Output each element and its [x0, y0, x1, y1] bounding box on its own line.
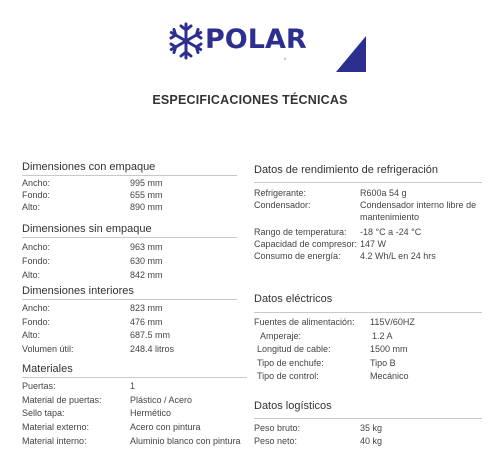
section-divider — [22, 237, 237, 238]
section-title: Materiales — [22, 363, 73, 375]
section-divider — [22, 299, 237, 300]
spec-row — [22, 268, 237, 282]
spec-label: Condensador: — [254, 200, 311, 210]
spec-value: 1 — [130, 381, 136, 391]
spec-value: Condensador interno libre de mantenimiento — [360, 200, 477, 222]
spec-label: Sello tapa: — [22, 408, 65, 419]
spec-row — [254, 187, 482, 199]
section-title: Datos eléctricos — [254, 293, 333, 305]
spec-row — [22, 240, 237, 254]
spec-value: 655 mm — [130, 190, 163, 200]
section-dimensiones-con-empaque — [22, 160, 237, 213]
spec-value: Plástico / Acero — [130, 394, 193, 405]
spec-row — [22, 435, 247, 449]
spec-value: 890 mm — [130, 202, 163, 212]
section-divider — [22, 377, 247, 378]
spec-label: Material interno: — [22, 435, 87, 446]
spec-label: Material de puertas: — [22, 394, 102, 405]
spec-value: 147 W — [360, 239, 387, 249]
spec-row — [22, 316, 237, 330]
section-title: Datos logísticos — [254, 400, 332, 412]
spec-value: 842 mm — [130, 270, 163, 280]
spec-value: Tipo B — [370, 357, 396, 368]
spec-label: Alto: — [22, 202, 41, 212]
spec-value: 1.2 A — [372, 330, 393, 341]
spec-label: Peso neto: — [254, 436, 298, 446]
spec-value: 1500 mm — [370, 344, 408, 354]
brand-name: POLAR — [205, 24, 307, 55]
spec-label: Tipo de control: — [257, 371, 319, 381]
spec-row — [22, 177, 237, 189]
section-divider — [254, 312, 482, 313]
spec-value: 476 mm — [130, 316, 163, 327]
section-datos-electricos — [254, 292, 482, 384]
section-materiales — [22, 362, 247, 449]
spec-value: 995 mm — [130, 178, 163, 188]
spec-row — [22, 254, 237, 268]
spec-value: Aluminio blanco con pintura — [130, 435, 241, 446]
snowflake-icon — [166, 21, 206, 61]
section-rendimiento-refrigeracion — [254, 163, 482, 262]
spec-row — [254, 226, 482, 238]
spec-row — [22, 329, 237, 343]
spec-value: Acero con pintura — [130, 422, 201, 433]
section-divider — [22, 175, 237, 176]
spec-row — [254, 422, 482, 435]
spec-label: Tipo de enchufe: — [257, 357, 324, 368]
spec-label: Fuentes de alimentación: — [254, 317, 355, 327]
trademark-mark: ® — [284, 57, 287, 61]
spec-value: Mecánico — [370, 371, 409, 381]
spec-value: 248.4 litros — [130, 343, 175, 354]
spec-row — [254, 343, 482, 357]
spec-value: R600a 54 g — [360, 188, 407, 198]
spec-label: Refrigerante: — [254, 188, 307, 198]
spec-row — [22, 421, 247, 435]
spec-row — [254, 250, 482, 262]
spec-label: Puertas: — [22, 381, 56, 391]
section-dimensiones-sin-empaque — [22, 222, 237, 282]
spec-label: Fondo: — [22, 256, 51, 266]
spec-row — [22, 343, 237, 357]
corner-triangle-decoration — [336, 36, 366, 72]
spec-row — [254, 238, 482, 250]
spec-value: -18 °C a -24 °C — [360, 227, 422, 237]
spec-row — [254, 357, 482, 371]
spec-label: Longitud de cable: — [257, 344, 331, 354]
spec-row — [254, 435, 482, 448]
page-title: ESPECIFICACIONES TÉCNICAS — [152, 93, 348, 107]
spec-row — [22, 394, 247, 408]
spec-label: Rango de temperatura: — [254, 227, 347, 237]
spec-row — [254, 370, 482, 384]
section-divider — [254, 418, 482, 419]
spec-row — [254, 330, 482, 344]
spec-row — [254, 316, 482, 330]
spec-row — [22, 407, 247, 421]
spec-value: Hermético — [130, 408, 172, 419]
spec-row — [22, 189, 237, 201]
spec-label: Capacidad de compresor: — [254, 239, 358, 249]
spec-row — [22, 201, 237, 213]
spec-value: 35 kg — [360, 423, 383, 433]
spec-label: Peso bruto: — [254, 423, 301, 433]
spec-label: Alto: — [22, 330, 41, 340]
spec-label: Amperaje: — [260, 330, 302, 341]
spec-label: Fondo: — [22, 190, 51, 200]
spec-value: 115V/60HZ — [370, 317, 415, 327]
spec-value: 40 kg — [360, 436, 383, 446]
spec-value: 823 mm — [130, 303, 163, 313]
section-title: Datos de rendimiento de refrigeración — [254, 164, 439, 176]
spec-row — [22, 380, 247, 394]
spec-label: Fondo: — [22, 316, 51, 327]
spec-value: 963 mm — [130, 242, 163, 252]
spec-label: Ancho: — [22, 242, 51, 252]
section-dimensiones-interiores — [22, 284, 237, 356]
section-datos-logisticos — [254, 399, 482, 448]
spec-row — [254, 199, 482, 223]
spec-label: Ancho: — [22, 178, 51, 188]
spec-value: 687.5 mm — [130, 330, 171, 340]
spec-row — [22, 302, 237, 316]
spec-value: 630 mm — [130, 256, 163, 266]
section-title: Dimensiones interiores — [22, 285, 134, 297]
spec-label: Material externo: — [22, 422, 90, 433]
spec-label: Ancho: — [22, 303, 51, 313]
section-title: Dimensiones sin empaque — [22, 223, 152, 235]
spec-label: Consumo de energía: — [254, 251, 341, 261]
spec-label: Volumen útil: — [22, 343, 74, 354]
spec-label: Alto: — [22, 270, 41, 280]
spec-value: 4.2 Wh/L en 24 hrs — [360, 251, 436, 261]
section-divider — [254, 182, 482, 183]
section-title: Dimensiones con empaque — [22, 161, 156, 173]
